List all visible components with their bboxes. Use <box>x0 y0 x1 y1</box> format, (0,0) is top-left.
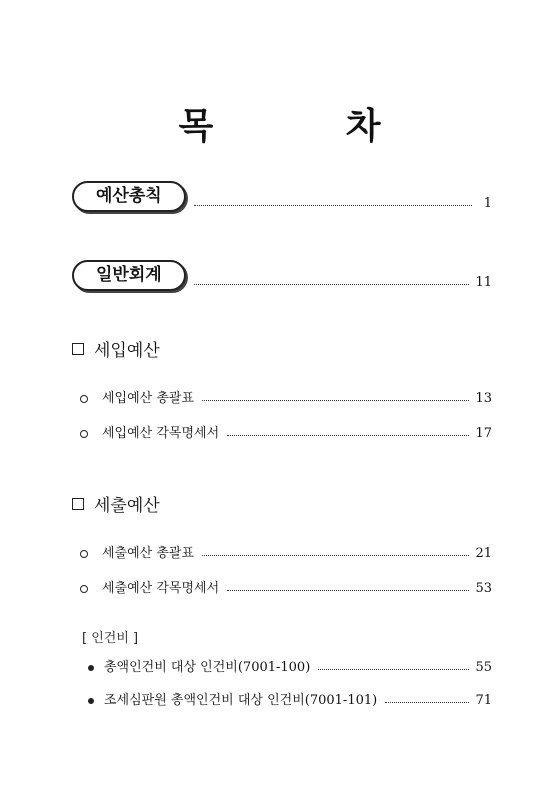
section-pill-label: 일반회계 <box>72 260 186 291</box>
page-number: 1 <box>483 196 492 211</box>
item-text: 세출예산 총괄표 <box>102 546 195 561</box>
dot-leader <box>202 554 469 556</box>
item-label <box>88 660 310 676</box>
item-label <box>80 391 194 407</box>
dot-leader <box>227 589 469 591</box>
toc-entry-expenditure-detail[interactable] <box>80 581 492 597</box>
item-text: 세입예산 각목명세서 <box>102 426 220 441</box>
item-text: 세출예산 각목명세서 <box>102 581 220 596</box>
page-number: 11 <box>475 275 492 290</box>
bullet-icon <box>88 665 94 671</box>
bullet-icon <box>88 698 94 704</box>
toc-entry-revenue-summary[interactable] <box>80 391 492 407</box>
toc-entry-personnel-total[interactable] <box>88 660 492 676</box>
heading-revenue <box>72 336 160 361</box>
toc-entry-revenue-detail[interactable] <box>80 426 492 442</box>
square-icon <box>72 343 84 355</box>
toc-entry-general-account[interactable] <box>72 260 492 291</box>
item-label <box>88 693 377 709</box>
page-number: 53 <box>475 581 492 596</box>
circle-icon <box>80 585 88 593</box>
dot-leader <box>202 399 469 401</box>
dot-leader <box>194 204 472 206</box>
section-pill-label: 예산총칙 <box>72 181 186 212</box>
circle-icon <box>80 550 88 558</box>
heading-expenditure <box>72 491 160 516</box>
page-number: 21 <box>475 546 492 561</box>
heading-label: 세입예산 <box>94 341 160 361</box>
dot-leader <box>385 701 469 703</box>
dot-leader <box>227 434 469 436</box>
personnel-subheading: [ 인건비 ] <box>82 631 139 646</box>
toc-entry-expenditure-summary[interactable] <box>80 546 492 562</box>
item-label <box>80 581 219 597</box>
circle-icon <box>80 395 88 403</box>
item-label <box>80 426 219 442</box>
page-number: 17 <box>475 426 492 441</box>
circle-icon <box>80 430 88 438</box>
item-text: 총액인건비 대상 인건비(7001-100) <box>104 660 311 675</box>
item-label <box>80 546 194 562</box>
page-number: 71 <box>475 693 492 708</box>
toc-entry-personnel-tax-tribunal[interactable] <box>88 693 492 709</box>
dot-leader <box>194 283 470 285</box>
page-title: 목 차 <box>178 106 441 147</box>
dot-leader <box>318 668 469 670</box>
square-icon <box>72 498 84 510</box>
page-number: 13 <box>475 391 492 406</box>
item-text: 조세심판원 총액인건비 대상 인건비(7001-101) <box>104 693 378 708</box>
heading-label: 세출예산 <box>94 496 160 516</box>
item-text: 세입예산 총괄표 <box>102 391 195 406</box>
toc-entry-budget-general[interactable] <box>72 181 492 212</box>
page-number: 55 <box>475 660 492 675</box>
